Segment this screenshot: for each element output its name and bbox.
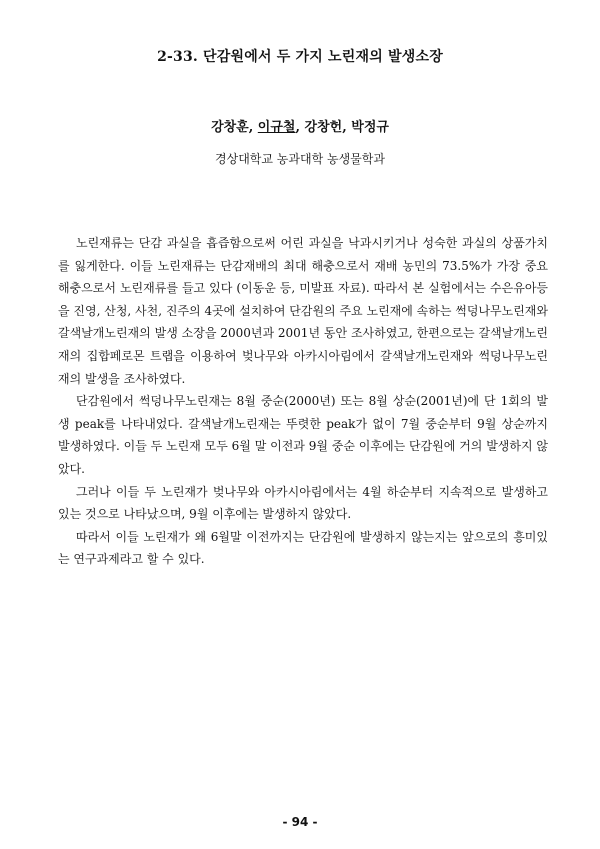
author-names-before: 강창훈, (211, 120, 258, 135)
abstract-paragraph: 따라서 이들 노린재가 왜 6월말 이전까지는 단감원에 발생하지 않는지는 앞으로의 흥미있는 연구과제라고 할 수 있다. (58, 529, 548, 567)
abstract-paragraph: 노린재류는 단감 과실을 흡즙함으로써 어린 과실을 낙과시키거나 성숙한 과실의 상품가치를 잃게한다. 이들 노린재류는 단감재배의 최대 해충으로서 재배 농민의 73.5%가 가장 중요 해충으로서 노린재류를 들고 있다 (이동운 등, 미발표 자료). 따라서 본 실험에서는 수은유아등을 진영, 산청, 사천, 진주의 4곳에 설치하여 단감원의 주요 노린재에 속하는 썩덩나무노린재와 갈색날개노린재의 발생 소장을 2000년과 2001년 동안 조사하였고, 한편으로는 갈색날개노린재의 집합페로몬 트랩을 이용하여 벚나무와 아카시아림에서 갈색날개노린재와 썩덩나무노린재의 발생을 조사하였다. (58, 236, 548, 386)
document-title: 2-33. 단감원에서 두 가지 노린재의 발생소장 (157, 49, 443, 65)
abstract-body (58, 232, 548, 571)
page-number: - 94 - (282, 815, 318, 829)
abstract-paragraph: 단감원에서 썩덩나무노린재는 8월 중순(2000년) 또는 8월 상순(2001년)에 단 1회의 발생 peak를 나타내었다. 갈색날개노린재는 뚜렷한 peak가 없이 7월 중순부터 9월 상순까지 발생하였다. 이들 두 노린재 모두 6월 말 이전과 9월 중순 이후에는 단감원에 거의 발생하지 않았다. (58, 394, 548, 476)
author-names-after: , 강창헌, 박정규 (295, 120, 389, 135)
abstract-paragraph: 그러나 이들 두 노린재가 벚나무와 아카시아림에서는 4월 하순부터 지속적으로 발생하고 있는 것으로 나타났으며, 9월 이후에는 발생하지 않았다. (58, 484, 548, 522)
author-list (0, 116, 600, 135)
affiliation: 경상대학교 농과대학 농생물학과 (215, 152, 385, 166)
presenting-author: 이규철 (257, 120, 296, 135)
